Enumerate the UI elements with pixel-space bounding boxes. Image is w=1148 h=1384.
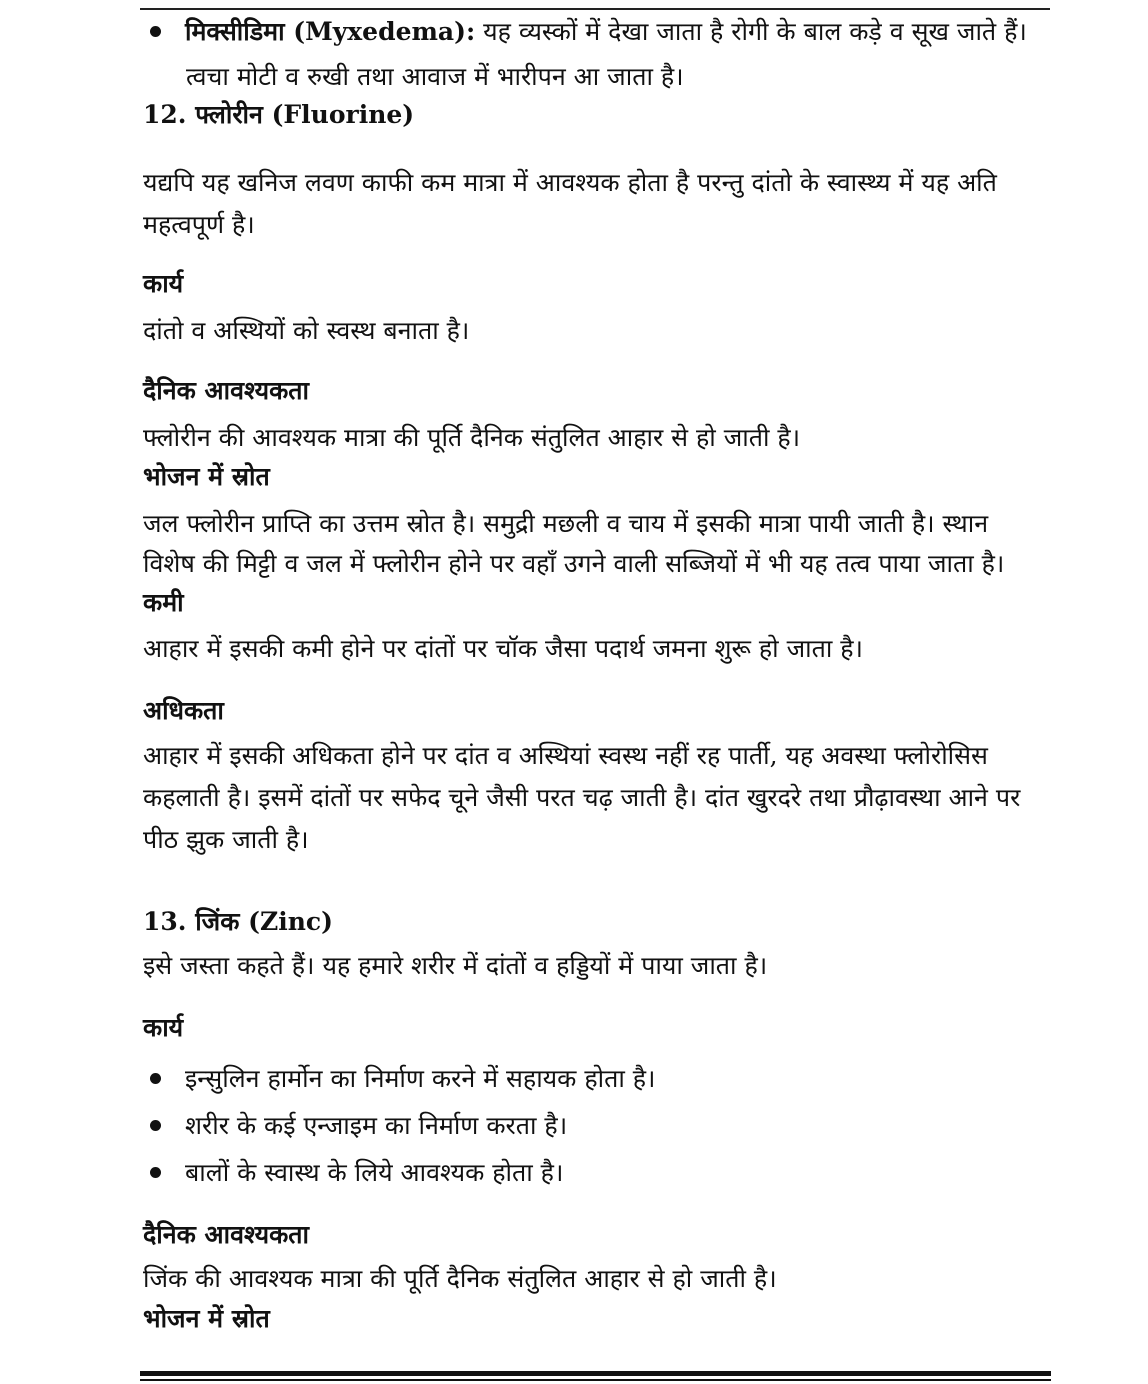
zinc-function-item xyxy=(150,1157,563,1189)
fluorine-daily-text: फ्लोरीन की आवश्यक मात्रा की पूर्ति दैनिक संतुलित आहार से हो जाती है। xyxy=(143,423,801,452)
myxedema-term: मिक्सीडिमा (Myxedema): xyxy=(185,17,476,46)
zinc-function-item xyxy=(150,1110,567,1142)
top-rule xyxy=(140,8,1050,10)
fluorine-intro-line2: महत्वपूर्ण है। xyxy=(143,210,255,239)
bullet-dot xyxy=(150,26,161,37)
fluorine-excess-line2: कहलाती है। इसमें दांतों पर सफेद चूने जैसी परत चढ़ जाती है। दांत खुरदरे तथा प्रौढ़ावस्था आने पर xyxy=(143,783,1021,812)
bullet-dot xyxy=(150,1073,161,1084)
bullet-dot xyxy=(150,1167,161,1178)
zinc-heading: 13. जिंक (Zinc) xyxy=(143,907,333,936)
fluorine-source-line1: जल फ्लोरीन प्राप्ति का उत्तम स्रोत है। समुद्री मछली व चाय में इसकी मात्रा पायी जाती है। स्थान xyxy=(143,509,989,538)
bottom-rule xyxy=(140,1371,1051,1376)
zinc-function-heading: कार्य xyxy=(143,1013,184,1042)
zinc-function-text: बालों के स्वास्थ के लिये आवश्यक होता है। xyxy=(185,1158,564,1187)
fluorine-function-text: दांतो व अस्थियों को स्वस्थ बनाता है। xyxy=(143,316,470,345)
fluorine-function-heading: कार्य xyxy=(143,269,184,298)
fluorine-source-line2: विशेष की मिट्टी व जल में फ्लोरीन होने पर वहाँ उगने वाली सब्जियों में भी यह तत्व पाया जाता है। xyxy=(143,549,1005,578)
bottom-rule xyxy=(140,1379,1051,1381)
myxedema-text-line1: यह व्यस्कों में देखा जाता है रोगी के बाल कड़े व सूख जाते हैं। xyxy=(483,17,1027,46)
zinc-daily-heading: दैनिक आवश्यकता xyxy=(143,1220,310,1249)
fluorine-excess-heading: अधिकता xyxy=(143,696,224,725)
fluorine-excess-line3: पीठ झुक जाती है। xyxy=(143,825,309,854)
fluorine-excess-line1: आहार में इसकी अधिकता होने पर दांत व अस्थियां स्वस्थ नहीं रह पार्ती, यह अवस्था फ्लोरोसिस xyxy=(143,741,988,770)
bullet-dot xyxy=(150,1120,161,1131)
zinc-function-item xyxy=(150,1063,656,1095)
fluorine-intro-line1: यद्यपि यह खनिज लवण काफी कम मात्रा में आवश्यक होता है परन्तु दांतो के स्वास्थ्य में यह अति xyxy=(143,168,997,197)
fluorine-heading: 12. फ्लोरीन (Fluorine) xyxy=(143,100,415,129)
myxedema-bullet xyxy=(150,16,1027,48)
zinc-function-text: शरीर के कई एन्जाइम का निर्माण करता है। xyxy=(185,1111,568,1140)
fluorine-source-heading: भोजन में स्रोत xyxy=(143,462,270,491)
zinc-intro: इसे जस्ता कहते हैं। यह हमारे शरीर में दांतों व हड्डियों में पाया जाता है। xyxy=(143,951,768,980)
myxedema-text-line2: त्वचा मोटी व रुखी तथा आवाज में भारीपन आ जाता है। xyxy=(186,62,684,91)
zinc-source-heading: भोजन में स्रोत xyxy=(143,1304,270,1333)
zinc-function-text: इन्सुलिन हार्मोन का निर्माण करने में सहायक होता है। xyxy=(185,1064,656,1093)
fluorine-deficiency-heading: कमी xyxy=(143,588,184,617)
fluorine-daily-heading: दैनिक आवश्यकता xyxy=(143,376,310,405)
fluorine-deficiency-text: आहार में इसकी कमी होने पर दांतों पर चॉक जैसा पदार्थ जमना शुरू हो जाता है। xyxy=(143,634,864,663)
zinc-daily-text: जिंक की आवश्यक मात्रा की पूर्ति दैनिक संतुलित आहार से हो जाती है। xyxy=(143,1264,777,1293)
